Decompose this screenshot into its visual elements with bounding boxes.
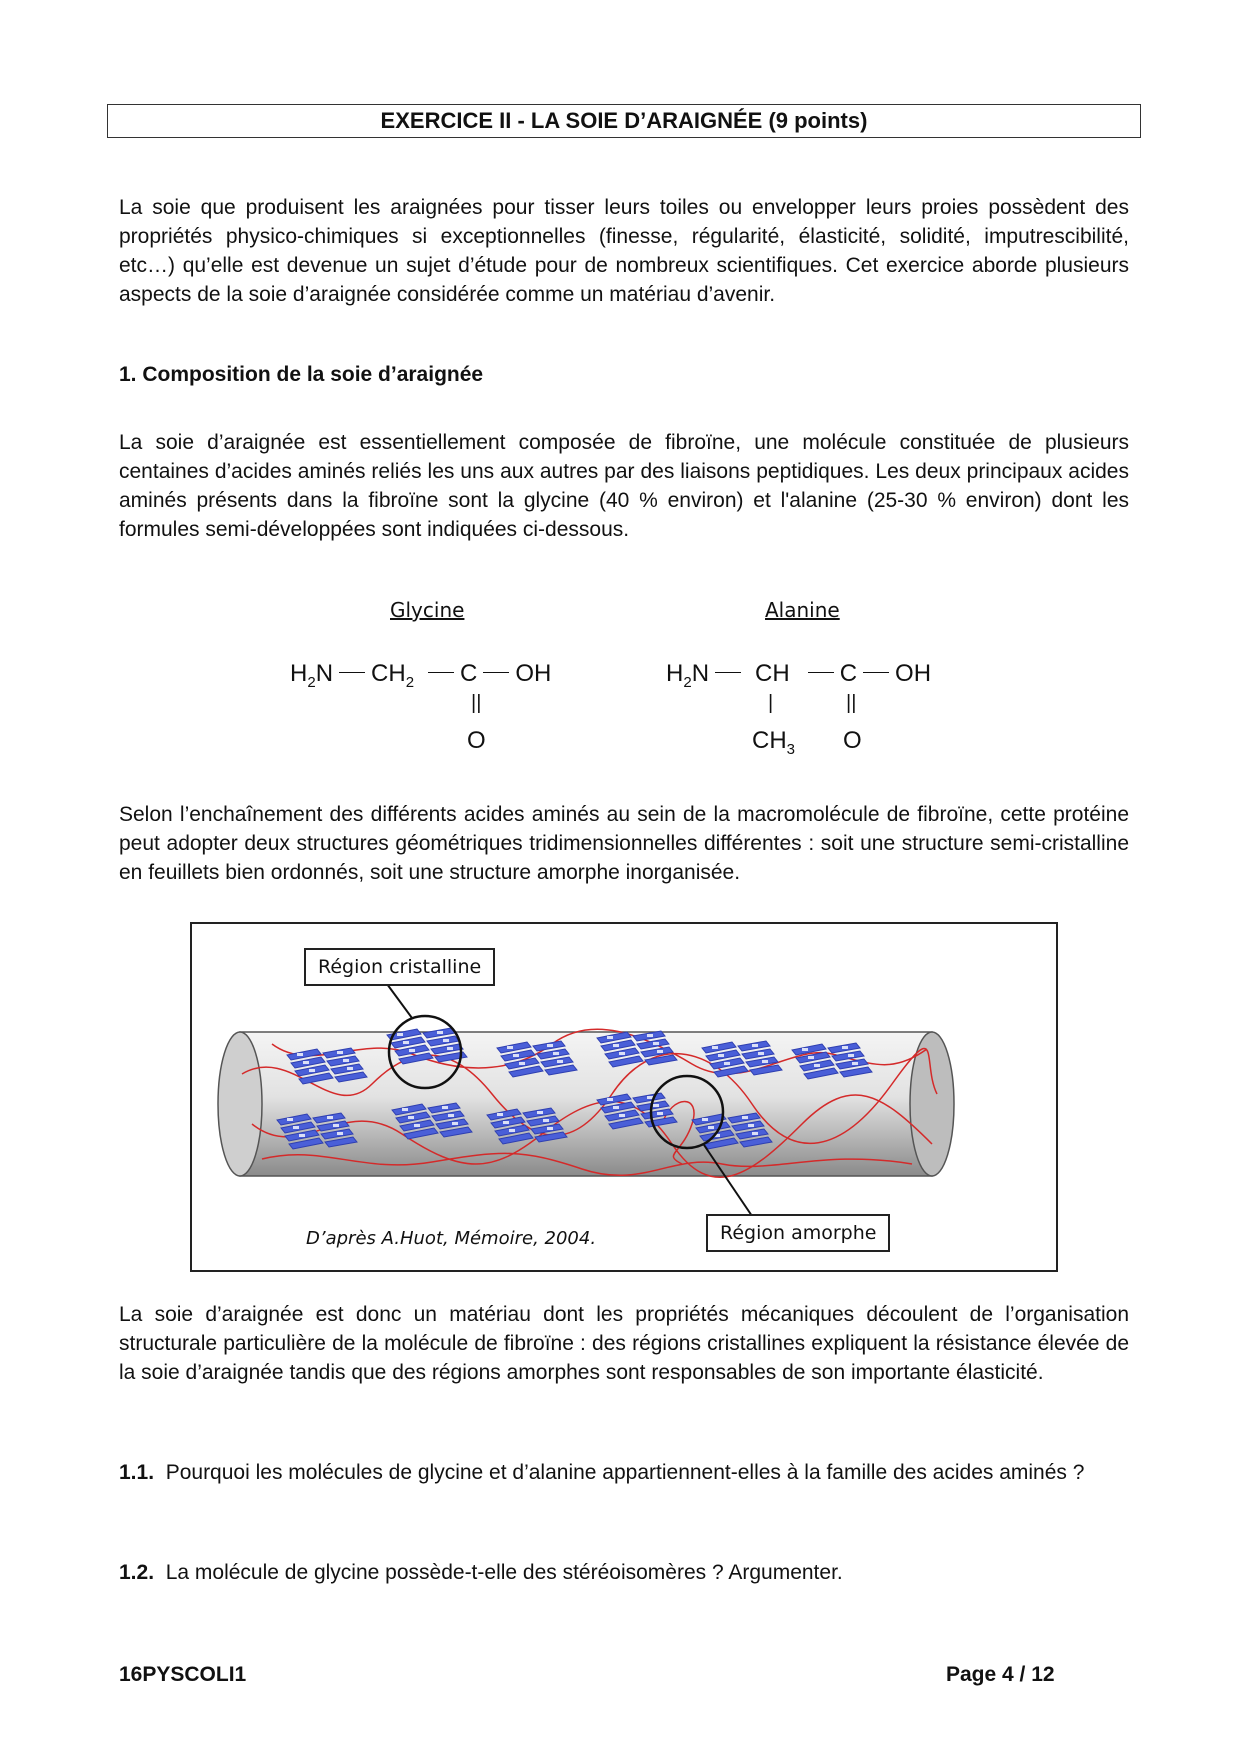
properties-paragraph: La soie d’araignée est donc un matériau dont les propriétés mécaniques découlent de l’organisation structurale particulière de la molécule de fibroïne : des régions cristallines expliquent la résistance élevée de la soie d’araignée tandis que des régions amorphes sont responsables de son importante élasticité. <box>119 1303 1129 1384</box>
question-text: Pourquoi les molécules de glycine et d’alanine appartiennent-elles à la famille des acides aminés ? <box>165 1461 1085 1484</box>
silk-structure-figure <box>190 922 1058 1272</box>
crystalline-region-label: Région cristalline <box>304 948 495 986</box>
alanine-carbon: C <box>839 660 858 687</box>
exercise-title: EXERCICE II - LA SOIE D’ARAIGNÉE (9 points) <box>107 104 1141 138</box>
glycine-oh: OH <box>515 660 552 687</box>
alanine-oh: OH <box>895 660 932 687</box>
alanine-ch3: $CH_3$ <box>752 727 796 758</box>
structure-paragraph: Selon l’enchaînement des différents acides aminés au sein de la macromolécule de fibroïne, cette protéine peut adopter deux structures géométriques tridimensionnelles différentes : soit une structure semi-cristalline en feuillets bien ordonnés, soit une structure amorphe inorganisée. <box>119 803 1129 884</box>
alanine-ch: CH <box>755 660 790 687</box>
glycine-formula <box>290 660 551 691</box>
alanine-oxygen: O <box>843 727 862 754</box>
alanine-double-bond: || <box>846 692 857 714</box>
composition-paragraph: La soie d’araignée est essentiellement composée de fibroïne, une molécule constituée de plusieurs centaines d’acides aminés reliés les uns aux autres par des liaisons peptidiques. Les deux principaux acides aminés présents dans la fibroïne sont la glycine (40 % environ) et l'alanine (25-30 % environ) dont les formules semi-développées sont indiquées ci-dessous. <box>119 431 1129 541</box>
glycine-oxygen: O <box>467 727 486 754</box>
intro-paragraph: La soie que produisent les araignées pour tisser leurs toiles ou envelopper leurs proies possèdent des propriétés physico-chimiques si exceptionnelles (finesse, régularité, élasticité, solidité, imputrescibilité, etc…) qu’elle est devenue un sujet d’étude pour de nombreux scientifiques. Cet exercice aborde plusieurs aspects de la soie d’araignée considérée comme un matériau d’avenir. <box>119 196 1129 306</box>
alanine-single-bond: | <box>768 692 774 714</box>
question-text: La molécule de glycine possède-t-elle des stéréoisomères ? Argumenter. <box>165 1561 843 1584</box>
glycine-h2n: $H_2N$ <box>290 660 334 691</box>
footer-page-number: Page 4 / 12 <box>946 1663 1055 1686</box>
question-1-2 <box>119 1558 1129 1587</box>
alanine-h2n: $H_2N$ <box>666 660 710 691</box>
question-1-1 <box>119 1458 1129 1487</box>
glycine-ch2: $CH_2$ <box>371 660 415 691</box>
glycine-double-bond: || <box>471 692 482 714</box>
glycine-title: Glycine <box>390 598 465 622</box>
question-number: 1.1. <box>119 1461 155 1484</box>
figure-credit: D’après A.Huot, Mémoire, 2004. <box>306 1228 597 1249</box>
alanine-formula <box>666 660 931 691</box>
glycine-carbon: C <box>460 660 478 687</box>
amorphous-region-label: Région amorphe <box>706 1214 890 1252</box>
footer-code: 16PYSCOLI1 <box>119 1663 247 1686</box>
question-number: 1.2. <box>119 1561 155 1584</box>
section-heading: 1. Composition de la soie d’araignée <box>119 363 484 386</box>
alanine-title: Alanine <box>765 598 840 622</box>
